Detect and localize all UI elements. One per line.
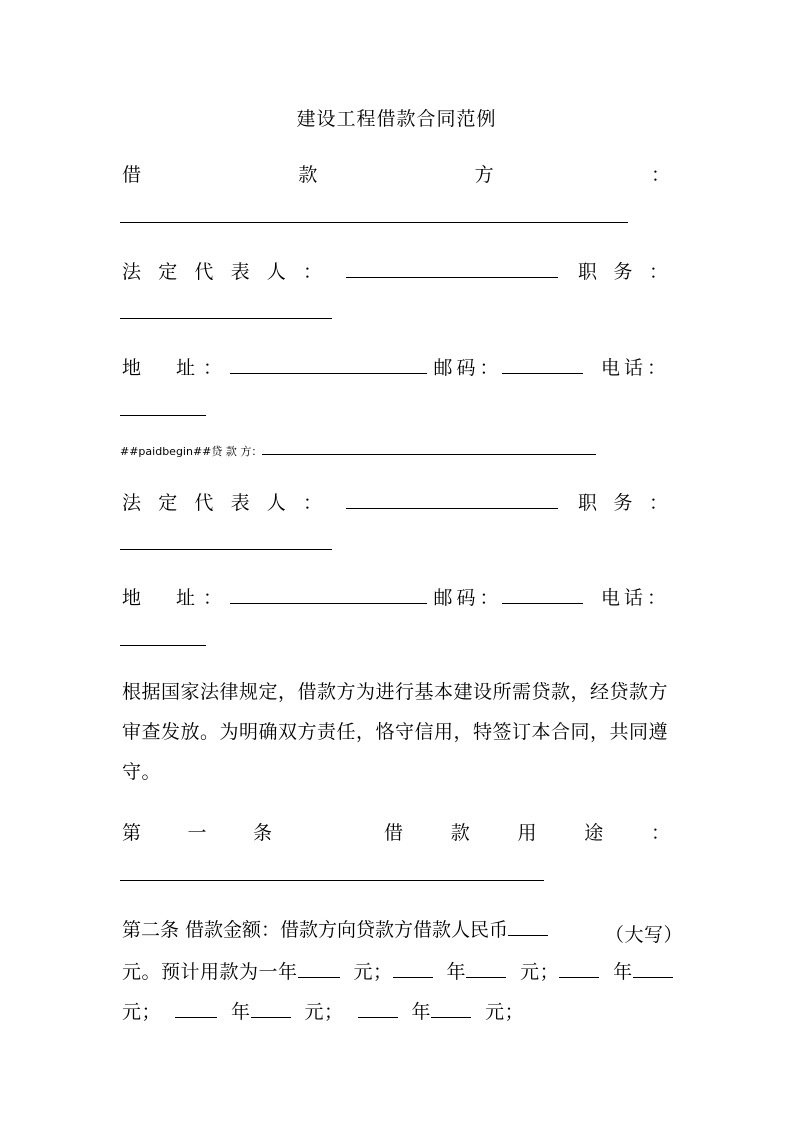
rep-char: ：	[302, 492, 322, 514]
lender-rep-blank[interactable]	[346, 490, 558, 509]
rep-char: 表	[230, 492, 250, 514]
borrower-address-label: 地 址：	[122, 357, 231, 379]
article2-plan-label: 预计用款为一年	[161, 961, 298, 983]
unit-yuan: 元；	[122, 1001, 162, 1023]
position-char: 职	[578, 492, 598, 514]
unit-yuan: 元；	[485, 1001, 525, 1023]
unit-year: 年	[613, 961, 633, 983]
article1-char: 用	[517, 822, 537, 844]
amount-blank[interactable]	[431, 999, 471, 1018]
position-char: 务	[613, 492, 633, 514]
year-blank[interactable]	[358, 999, 398, 1018]
borrower-name-blank[interactable]	[120, 222, 628, 223]
article2-text-a: 第二条 借款金额：借款方向贷款方借款人民币	[122, 919, 509, 941]
borrower-address-row	[122, 353, 670, 380]
amount-blank[interactable]	[251, 999, 291, 1018]
rep-char: 法	[122, 261, 142, 283]
borrower-label-char: 借	[122, 164, 142, 186]
rep-char: 人	[266, 261, 286, 283]
lender-zip-blank[interactable]	[502, 585, 583, 604]
lender-zip-label: 邮码：	[433, 587, 503, 609]
article2-daxie: （大写）	[605, 924, 684, 946]
year-blank[interactable]	[298, 959, 340, 978]
rep-char: 定	[158, 492, 178, 514]
year-blank[interactable]	[393, 959, 433, 978]
borrower-rep-blank[interactable]	[346, 259, 558, 278]
article1-char: ：	[650, 822, 670, 844]
borrower-zip-blank[interactable]	[502, 355, 583, 374]
article1-row	[122, 818, 670, 845]
unit-year: 年	[446, 961, 467, 983]
article1-char: 一	[187, 822, 207, 844]
borrower-zip-label: 邮码：	[433, 357, 503, 379]
article2-row1	[122, 915, 670, 942]
position-char: ：	[648, 261, 668, 283]
article1-char: 款	[450, 822, 470, 844]
borrower-position-blank[interactable]	[120, 318, 332, 319]
borrower-label-char: ：	[650, 164, 670, 186]
lender-address-blank[interactable]	[230, 585, 427, 604]
unit-yuan: 元；	[353, 961, 393, 983]
lender-position-blank[interactable]	[120, 549, 332, 550]
unit-year: 年	[411, 1001, 432, 1023]
year-blank[interactable]	[175, 999, 217, 1018]
rep-char: 人	[266, 492, 286, 514]
borrower-phone-blank[interactable]	[120, 415, 206, 416]
article1-char: 条	[252, 822, 272, 844]
document-title: 建设工程借款合同范例	[296, 108, 497, 130]
borrower-label-row	[122, 160, 670, 187]
rep-char: ：	[302, 261, 322, 283]
article2-amount-blank[interactable]	[508, 917, 548, 936]
rep-char: 代	[194, 492, 214, 514]
unit-yuan: 元；	[304, 1001, 344, 1023]
borrower-label-char: 款	[298, 164, 318, 186]
lender-header-row	[120, 443, 596, 459]
rep-char: 表	[230, 261, 250, 283]
lender-address-row	[122, 583, 670, 610]
rep-char: 代	[194, 261, 214, 283]
year-blank[interactable]	[559, 959, 599, 978]
article2-yuan-start: 元。	[122, 961, 162, 983]
lender-rep-row	[122, 488, 670, 515]
borrower-label-char: 方	[474, 164, 494, 186]
rep-char: 法	[122, 492, 142, 514]
lender-phone-blank[interactable]	[120, 645, 206, 646]
article1-char: 途	[584, 822, 604, 844]
position-char: 务	[613, 261, 633, 283]
rep-char: 定	[158, 261, 178, 283]
amount-blank[interactable]	[466, 959, 506, 978]
position-char: 职	[578, 261, 598, 283]
article1-char: 借	[384, 822, 404, 844]
article1-purpose-blank[interactable]	[120, 880, 544, 881]
paid-marker: ##paidbegin##	[120, 445, 212, 458]
lender-phone-label: 电话：	[600, 587, 670, 609]
preamble-paragraph: 根据国家法律规定，借款方为进行基本建设所需贷款，经贷款方审查发放。为明确双方责任，恪守信用，特签订本合同，共同遵守。	[122, 681, 669, 783]
lender-address-label: 地 址：	[122, 587, 231, 609]
unit-year: 年	[231, 1001, 251, 1023]
borrower-phone-label: 电话：	[600, 357, 670, 379]
lender-label: 贷 款 方：	[211, 445, 263, 458]
lender-name-blank[interactable]	[262, 443, 596, 455]
amount-blank[interactable]	[633, 959, 673, 978]
borrower-address-blank[interactable]	[230, 355, 427, 374]
unit-yuan: 元；	[520, 961, 560, 983]
position-char: ：	[648, 492, 668, 514]
borrower-rep-row	[122, 257, 670, 284]
article1-char: 第	[122, 822, 142, 844]
